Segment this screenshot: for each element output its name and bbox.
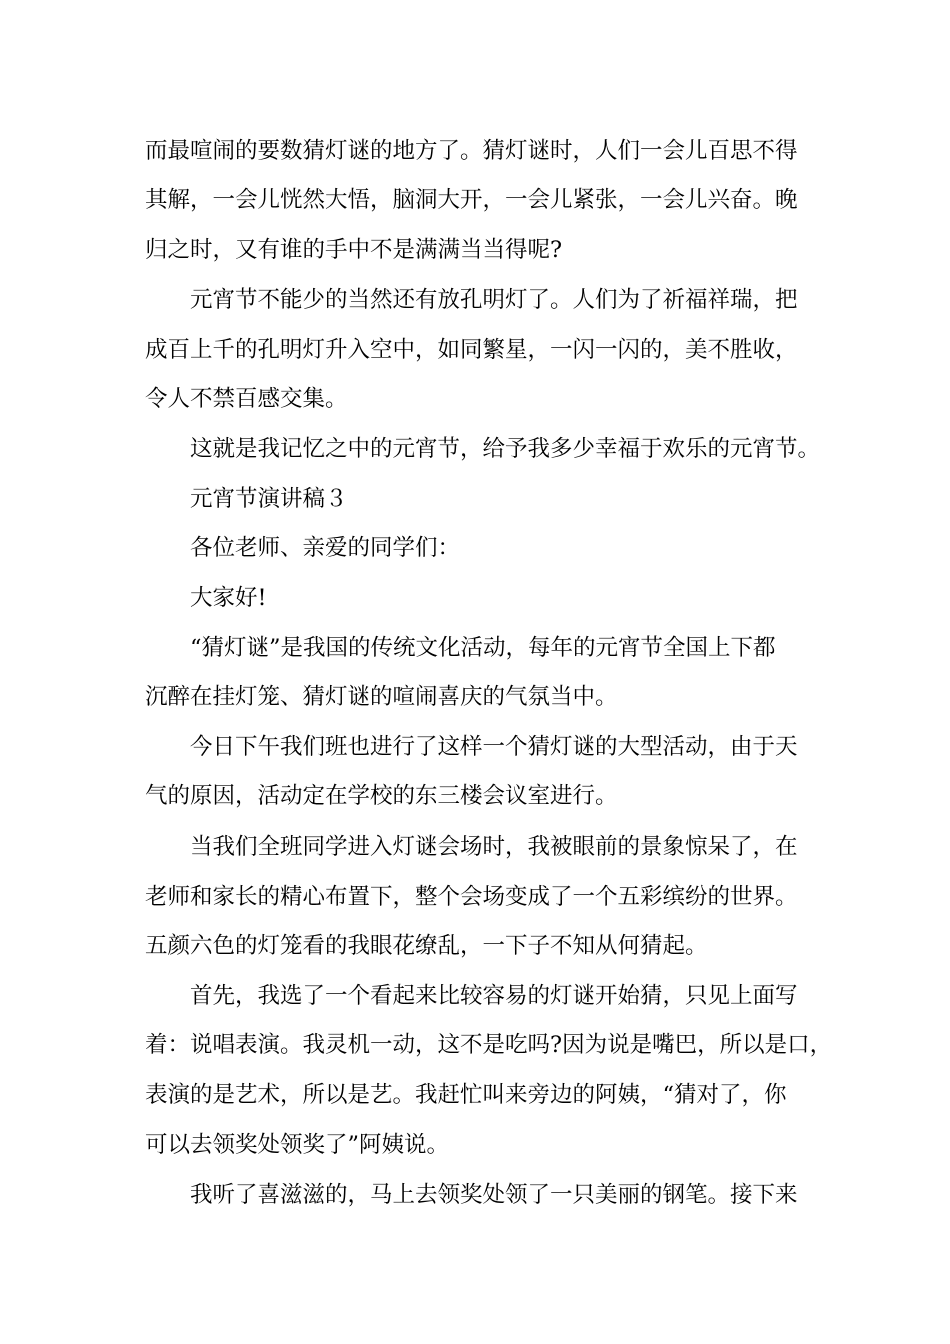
text-line: 其解，一会儿恍然大悟，脑洞大开，一会儿紧张，一会儿兴奋。晚 bbox=[145, 187, 798, 213]
text-line: 着：说唱表演。我灵机一动，这不是吃吗?因为说是嘴巴，所以是口， bbox=[145, 1032, 833, 1058]
text-line: 可以去领奖处领奖了”阿姨说。 bbox=[145, 1132, 450, 1158]
paragraph-start: 今日下午我们班也进行了这样一个猜灯谜的大型活动，由于天 bbox=[190, 734, 798, 760]
paragraph-start: 我听了喜滋滋的，马上去领奖处领了一只美丽的钢笔。接下来 bbox=[190, 1182, 798, 1208]
text-line: 而最喧闹的要数猜灯谜的地方了。猜灯谜时，人们一会儿百思不得 bbox=[145, 138, 798, 164]
paragraph-start: “猜灯谜”是我国的传统文化活动，每年的元宵节全国上下都 bbox=[190, 635, 776, 661]
paragraph-start: 首先，我选了一个看起来比较容易的灯谜开始猜，只见上面写 bbox=[190, 983, 798, 1009]
text-line: 归之时，又有谁的手中不是满满当当得呢? bbox=[145, 237, 563, 263]
greeting: 大家好! bbox=[190, 585, 267, 611]
text-line: 老师和家长的精心布置下，整个会场变成了一个五彩缤纷的世界。 bbox=[145, 884, 798, 910]
paragraph-start: 元宵节不能少的当然还有放孔明灯了。人们为了祈福祥瑞，把 bbox=[190, 287, 798, 313]
text-line: 气的原因，活动定在学校的东三楼会议室进行。 bbox=[145, 783, 618, 809]
text-line: 令人不禁百感交集。 bbox=[145, 386, 348, 412]
text-line: 表演的是艺术，所以是艺。我赶忙叫来旁边的阿姨，“猜对了，你 bbox=[145, 1082, 787, 1108]
salutation: 各位老师、亲爱的同学们： bbox=[190, 535, 461, 561]
text-line: 成百上千的孔明灯升入空中，如同繁星，一闪一闪的，美不胜收， bbox=[145, 337, 798, 363]
text-line: 沉醉在挂灯笼、猜灯谜的喧闹喜庆的气氛当中。 bbox=[145, 684, 618, 710]
paragraph-start: 当我们全班同学进入灯谜会场时，我被眼前的景象惊呆了，在 bbox=[190, 834, 798, 860]
paragraph-start: 这就是我记忆之中的元宵节，给予我多少幸福于欢乐的元宵节。 bbox=[190, 436, 821, 462]
section-heading: 元宵节演讲稿３ bbox=[190, 486, 348, 512]
text-line: 五颜六色的灯笼看的我眼花缭乱，一下子不知从何猜起。 bbox=[145, 933, 708, 959]
